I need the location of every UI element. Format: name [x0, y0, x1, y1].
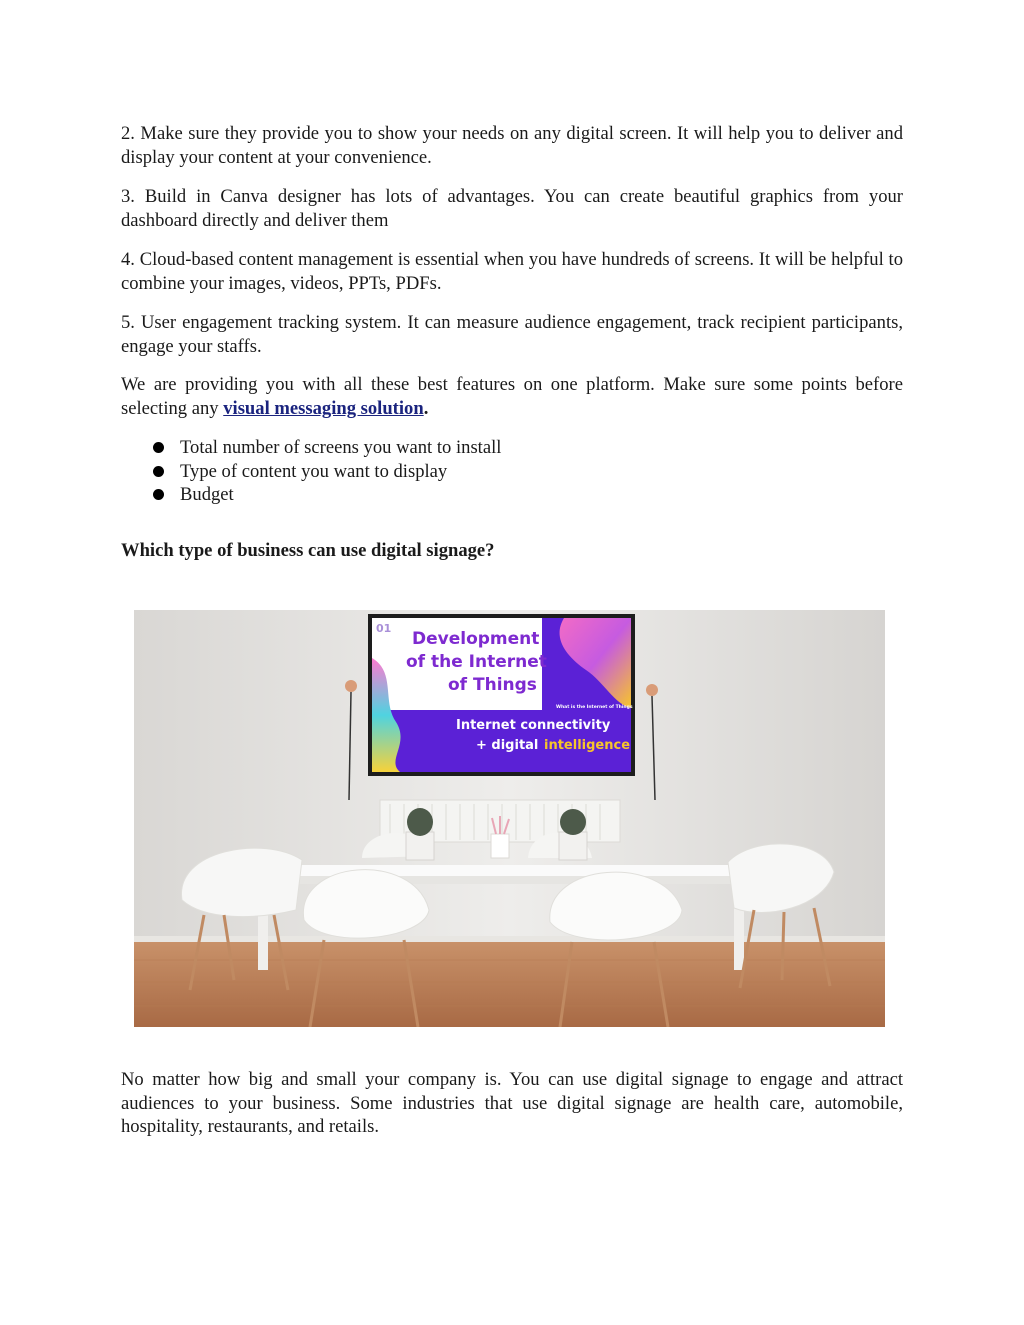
screen-small-caption: What is the Internet of Things [556, 705, 633, 710]
wall-lamp-right [646, 684, 658, 696]
screen-number: 01 [376, 622, 392, 635]
screen-line2-accent: intelligence [544, 738, 631, 753]
paragraph-point-3: 3. Build in Canva designer has lots of advantages. You can create beautiful graphics from your dashboard directly and deliver them [121, 186, 903, 231]
list-item-text: Budget [180, 484, 234, 505]
screen-title-line1: Development [412, 629, 540, 649]
paragraph-point-2: 2. Make sure they provide you to show your needs on any digital screen. It will help you to deliver and display your content at your convenience. [121, 123, 903, 168]
bullet-icon [153, 466, 164, 477]
paragraph-features-period: . [423, 397, 429, 419]
bullet-icon [153, 442, 164, 453]
screen-line1: Internet connectivity [456, 718, 611, 733]
list-item-text: Total number of screens you want to install [180, 437, 502, 458]
bullet-icon [153, 489, 164, 500]
list-item [150, 483, 501, 507]
list-item [150, 460, 501, 484]
paragraph-features [121, 373, 903, 420]
screen-title-line3: of Things [448, 675, 537, 695]
flower-vase [491, 834, 509, 858]
paragraph-closing: No matter how big and small your company is. You can use digital signage to engage and attract audiences to your business. Some industries that use digital signage are health care, automobile, hospitality, restaurants, and retails. [121, 1069, 903, 1137]
paragraph-point-4: 4. Cloud-based content management is essential when you have hundreds of screens. It will be helpful to combine your images, videos, PPTs, PDFs. [121, 249, 903, 294]
succulent-left [407, 808, 433, 836]
paragraph-point-5: 5. User engagement tracking system. It can measure audience engagement, track recipient participants, engage your staffs. [121, 312, 903, 357]
list-item-text: Type of content you want to display [180, 460, 448, 482]
list-item [150, 436, 501, 460]
paragraph-features-text: We are providing you with all these best features on one platform. Make sure some points before selecting any [121, 374, 903, 419]
meeting-room-photo [134, 610, 885, 1027]
section-heading: Which type of business can use digital signage? [121, 540, 495, 561]
plant-pot-left [406, 832, 434, 860]
wall-lamp-left [345, 680, 357, 692]
points-list [150, 436, 501, 507]
visual-messaging-solution-link[interactable]: visual messaging solution [223, 397, 424, 419]
plant-pot-right [559, 832, 587, 860]
screen-title-line2: of the Internet [406, 652, 547, 672]
screen-line2-plus: + digital [476, 738, 539, 753]
wooden-floor [134, 940, 885, 1027]
succulent-right [560, 809, 586, 835]
